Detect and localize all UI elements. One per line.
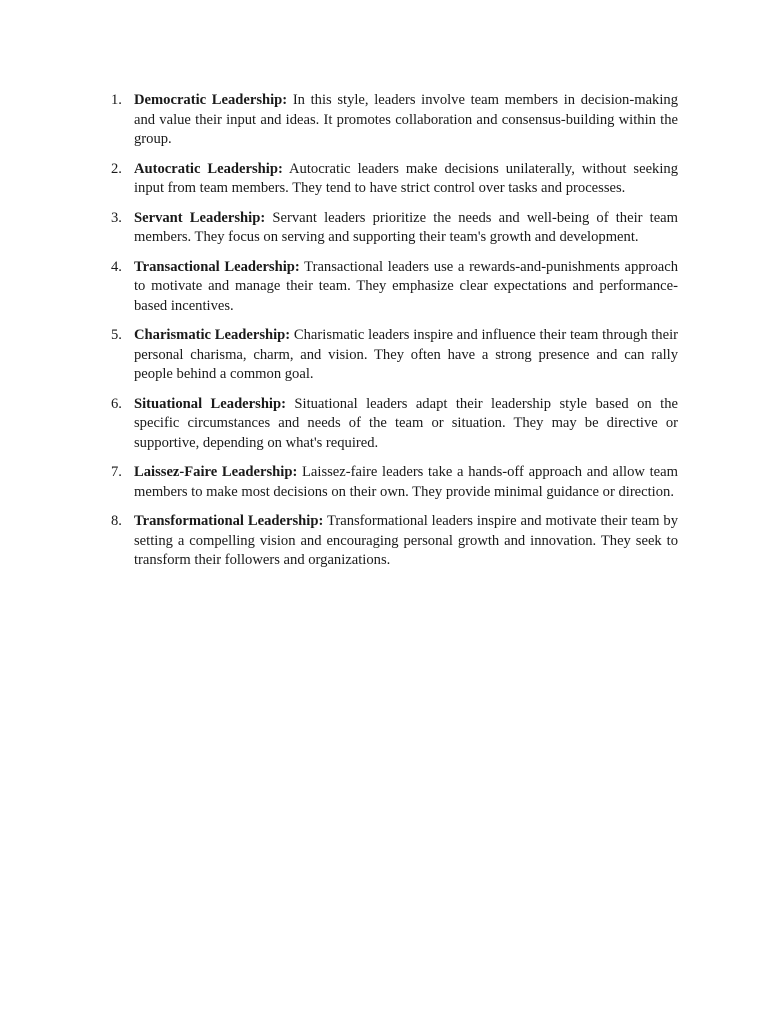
list-item-term: Servant Leadership: bbox=[134, 209, 266, 226]
list-item-number: 5. bbox=[111, 327, 122, 343]
list-item-number: 1. bbox=[111, 92, 122, 108]
list-item-body bbox=[134, 209, 678, 248]
list-item-laissez-faire bbox=[108, 463, 678, 502]
list-item-body bbox=[134, 91, 678, 150]
list-item-number: 7. bbox=[111, 464, 122, 480]
list-item-number: 8. bbox=[111, 513, 122, 529]
list-item-term: Charismatic Leadership: bbox=[134, 327, 291, 343]
list-item-situational bbox=[108, 395, 678, 454]
list-item-term: Laissez-Faire Leadership: bbox=[134, 464, 298, 480]
list-item-number: 3. bbox=[111, 209, 122, 226]
list-item-text: Autocratic leaders make decisions unilaterally, without seeking input from team members. They tend to have strict control over tasks and processes. bbox=[134, 160, 679, 196]
list-item-transactional bbox=[108, 258, 678, 317]
list-item-number: 2. bbox=[111, 160, 122, 177]
list-item-text: Charismatic leaders inspire and influence their team through their personal charisma, charm, and vision. They often have a strong presence and can rally people behind a common goal. bbox=[134, 327, 678, 382]
list-item-text: Transactional leaders use a rewards-and-punishments approach to motivate and manage their team. They emphasize clear expectations and performance-based incentives. bbox=[134, 258, 678, 314]
list-item-term: Autocratic Leadership: bbox=[134, 160, 283, 177]
list-item-body bbox=[134, 258, 678, 317]
list-item-democratic bbox=[108, 91, 678, 150]
list-item-servant bbox=[108, 209, 678, 248]
list-item-body bbox=[134, 463, 678, 502]
list-item-autocratic bbox=[108, 160, 678, 199]
list-item-term: Democratic Leadership: bbox=[134, 92, 288, 108]
list-item-body bbox=[134, 512, 678, 571]
list-item-body bbox=[134, 395, 678, 454]
list-item-text: Servant leaders prioritize the needs and well-being of their team members. They focus on serving and supporting their team's growth and development. bbox=[134, 209, 679, 245]
list-item-text: Laissez-faire leaders take a hands-off approach and allow team members to make most decisions on their own. They provide minimal guidance or direction. bbox=[134, 464, 678, 500]
list-item-text: Transformational leaders inspire and motivate their team by setting a compelling vision and encouraging personal growth and innovation. They seek to transform their followers and organizations. bbox=[134, 513, 678, 568]
list-item-term: Transformational Leadership: bbox=[134, 513, 324, 529]
list-item-charismatic bbox=[108, 326, 678, 385]
list-item-text: In this style, leaders involve team members in decision-making and value their input and ideas. It promotes collaboration and consensus-building within the group. bbox=[134, 92, 678, 147]
list-item-body bbox=[134, 160, 678, 199]
list-item-transformational bbox=[108, 512, 678, 571]
list-item-term: Transactional Leadership: bbox=[134, 258, 300, 275]
list-item-number: 4. bbox=[111, 258, 122, 275]
leadership-styles-list bbox=[108, 91, 678, 581]
list-item-term: Situational Leadership: bbox=[134, 395, 286, 412]
list-item-number: 6. bbox=[111, 395, 122, 412]
list-item-text: Situational leaders adapt their leadership style based on the specific circumstances and needs of the team or situation. They may be directive or supportive, depending on what's required. bbox=[134, 395, 678, 451]
list-item-body bbox=[134, 326, 678, 385]
